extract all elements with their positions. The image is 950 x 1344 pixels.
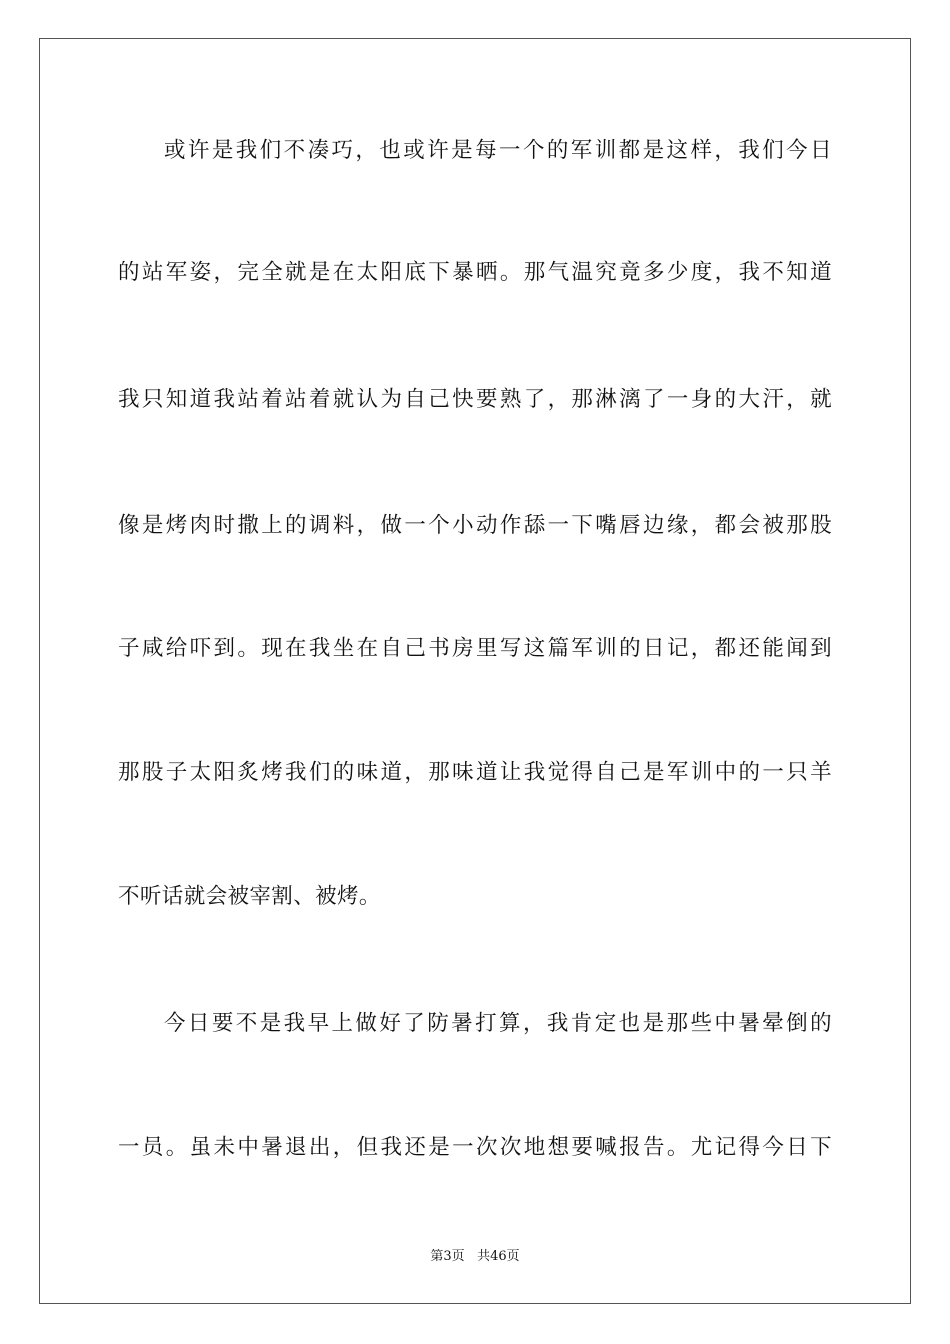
page-frame [39, 38, 911, 1304]
page-footer [0, 1248, 950, 1266]
paragraph-line: 子咸给吓到。现在我坐在自己书房里写这篇军训的日记，都还能闻到 [118, 636, 832, 661]
paragraph-line: 那股子太阳炙烤我们的味道，那味道让我觉得自己是军训中的一只羊 [118, 760, 832, 785]
paragraph-line: 或许是我们不凑巧，也或许是每一个的军训都是这样，我们今日 [164, 138, 832, 163]
page-total: 共46页 [477, 1249, 520, 1264]
paragraph-line: 像是烤肉时撒上的调料，做一个小动作舔一下嘴唇边缘，都会被那股 [118, 513, 832, 538]
paragraph-line: 我只知道我站着站着就认为自己快要熟了，那淋漓了一身的大汗，就 [118, 387, 832, 412]
paragraph-line: 的站军姿，完全就是在太阳底下暴晒。那气温究竟多少度，我不知道 [118, 260, 832, 285]
page-number: 第3页 [430, 1249, 465, 1264]
paragraph-line: 一员。虽未中暑退出，但我还是一次次地想要喊报告。尤记得今日下 [118, 1135, 832, 1160]
paragraph-line: 不听话就会被宰割、被烤。 [118, 884, 381, 909]
paragraph-line: 今日要不是我早上做好了防暑打算，我肯定也是那些中暑晕倒的 [164, 1011, 832, 1036]
